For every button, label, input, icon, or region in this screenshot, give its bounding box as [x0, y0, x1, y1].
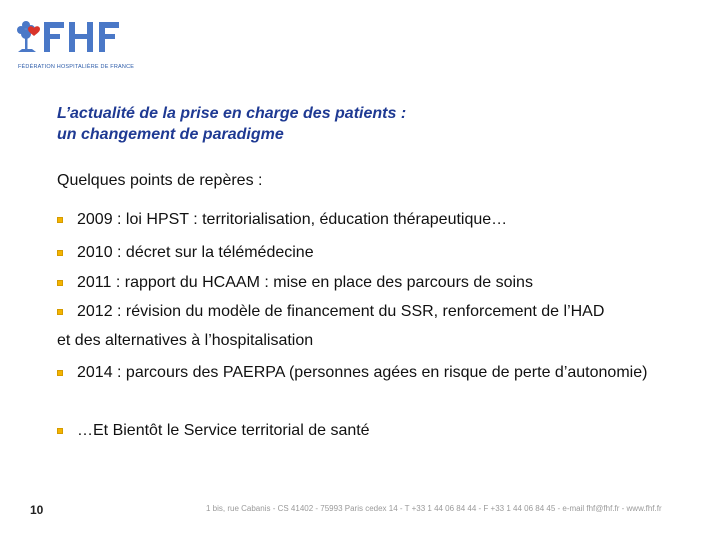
page-number: 10 [30, 503, 44, 517]
logo-subtitle: FÉDÉRATION HOSPITALIÈRE DE FRANCE [18, 64, 135, 70]
list-item-text: 2012 : révision du modèle de financement du SSR, renforcement de l’HAD [77, 303, 605, 320]
list-item-text: 2014 : parcours des PAERPA (personnes agées en risque de perte d’autonomie) [77, 364, 648, 381]
bullet-icon [57, 428, 63, 434]
list-item-continuation: et des alternatives à l’hospitalisation [57, 332, 314, 349]
slide-title-line-2: un changement de paradigme [57, 126, 284, 143]
fhf-logo [14, 14, 144, 76]
slide-title [57, 103, 657, 145]
fhf-letters [44, 22, 119, 52]
footer-address: 1 bis, rue Cabanis - CS 41402 - 75993 Paris cedex 14 - T +33 1 44 06 84 44 - F +33 1 44 06 84 45 - e-mail fhf@fhf.fr - www.fhf.fr [206, 504, 662, 513]
intro-text: Quelques points de repères : [57, 172, 263, 189]
bullet-icon [57, 250, 63, 256]
list-item-text: 2010 : décret sur la télémédecine [77, 244, 314, 261]
fhf-logo-mark [14, 14, 144, 64]
list-item-text: 2011 : rapport du HCAAM : mise en place des parcours de soins [77, 274, 533, 291]
bullet-icon [57, 217, 63, 223]
list-item-text: 2009 : loi HPST : territorialisation, éducation thérapeutique… [77, 211, 508, 228]
tree-icon [17, 21, 40, 52]
bullet-icon [57, 370, 63, 376]
bullet-icon [57, 309, 63, 315]
bullet-icon [57, 280, 63, 286]
slide-title-line-1: L’actualité de la prise en charge des patients : [57, 105, 407, 122]
list-item-text: …Et Bientôt le Service territorial de santé [77, 422, 370, 439]
